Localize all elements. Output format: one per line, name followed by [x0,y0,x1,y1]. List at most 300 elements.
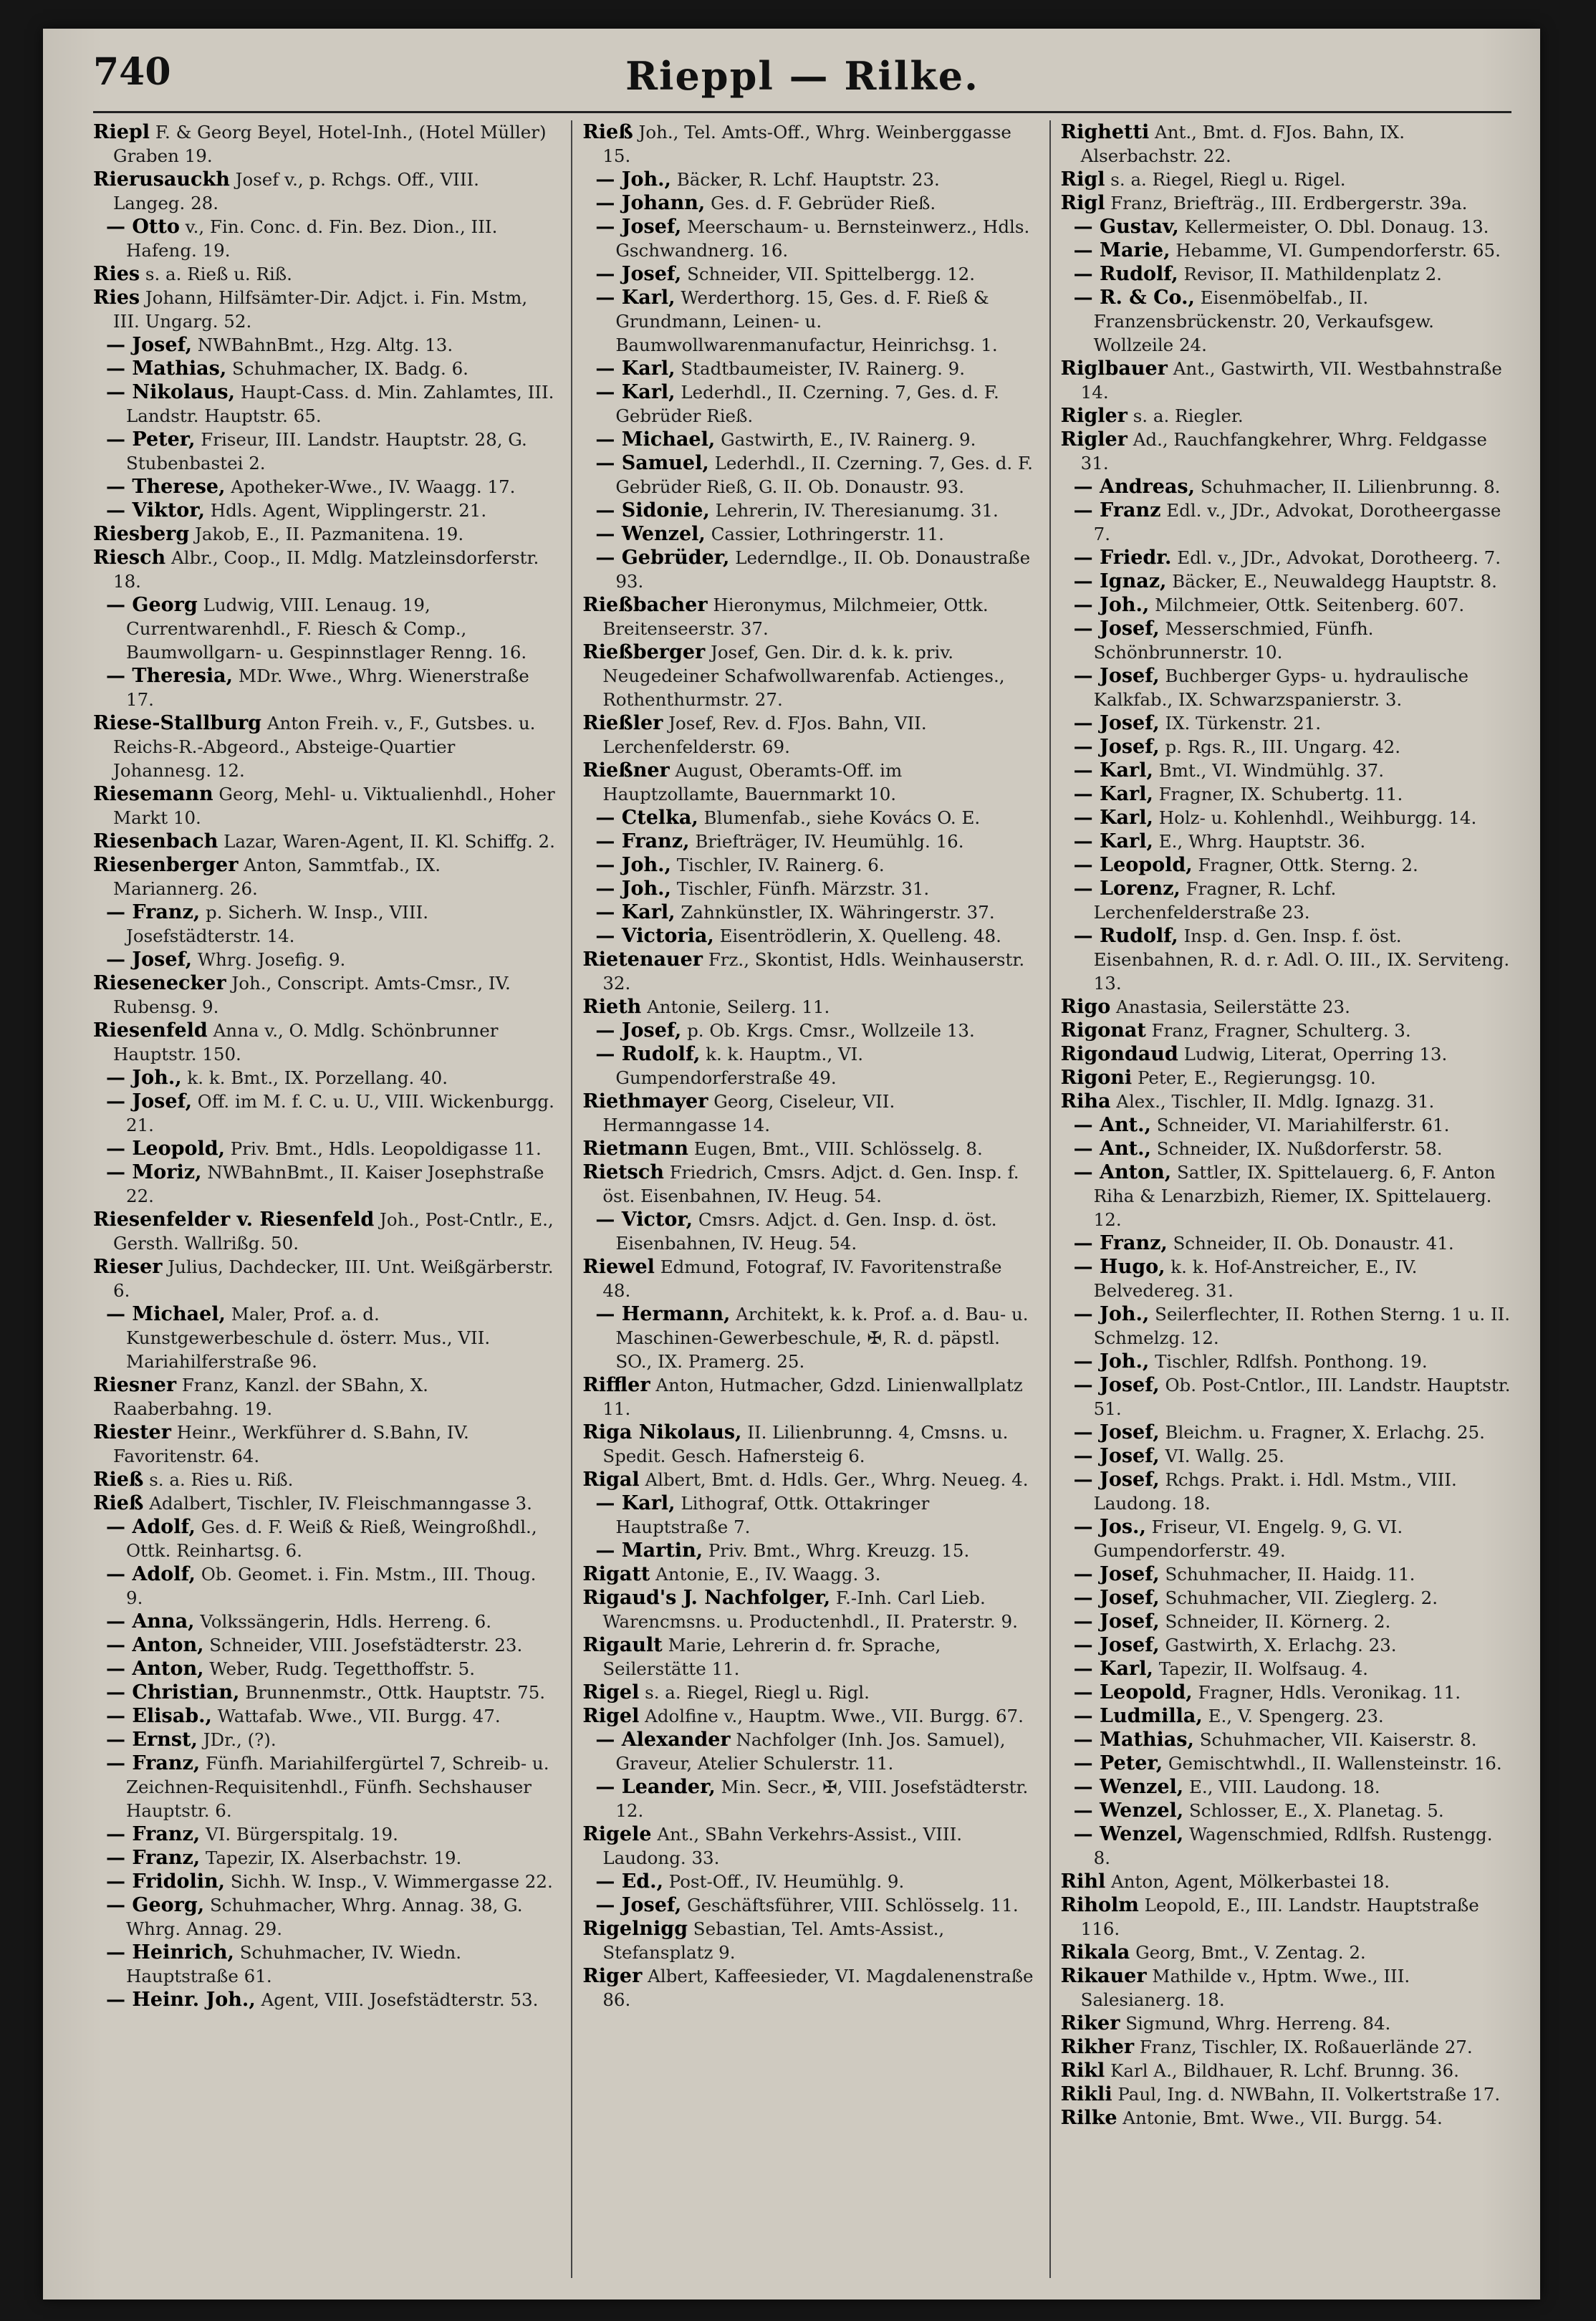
directory-entry [93,1515,555,1562]
entry-text: Messerschmied, Fünfh. Schönbrunnerstr. 10. [1093,618,1374,663]
directory-entry [582,1137,1033,1160]
directory-entry [582,215,1033,262]
directory-entry [582,1302,1033,1373]
entry-text: Schneider, II. Ob. Donaustr. 41. [1173,1233,1454,1254]
directory-entry [1061,1893,1511,1941]
entry-name: Rilke [1060,2107,1117,2129]
directory-entry [1061,2082,1511,2106]
entry-text: Fragner, R. Lchf. Lerchenfelderstraße 23. [1093,878,1337,923]
entry-name: — Victor, [595,1208,693,1231]
directory-entry [582,853,1033,877]
entry-name: — Ant., [1073,1114,1151,1136]
directory-entry [93,1610,555,1633]
entry-name: Rikala [1060,1941,1130,1964]
entry-text: Mathilde v., Hptm. Wwe., III. Salesianerg. 18. [1080,1966,1410,2010]
directory-entry [93,1562,555,1610]
entry-name: Riesenecker [93,972,226,994]
entry-name: Rieth [582,996,642,1018]
directory-entry [1061,570,1511,593]
directory-entry [1061,830,1511,853]
entry-text: Haupt-Cass. d. Min. Zahlamtes, III. Landstr. Hauptstr. 65. [126,382,554,426]
entry-text: Wattafab. Wwe., VII. Burgg. 47. [217,1706,501,1726]
directory-entry [1061,1941,1511,1964]
entry-text: Franz, Kanzl. der SBahn, X. Raaberbahng. 19. [113,1375,428,1419]
directory-entry [1061,1373,1511,1421]
entry-name: — Karl, [1073,830,1153,852]
entry-text: Cassier, Lothringerstr. 11. [711,524,944,544]
entry-name: — Karl, [1073,1658,1153,1680]
directory-entry [93,168,555,215]
entry-text: Ob. Geomet. i. Fin. Mstm., III. Thoug. 9. [126,1564,537,1608]
entry-name: — Sidonie, [595,499,710,522]
entry-text: Antonie, Bmt. Wwe., VII. Burgg. 54. [1123,2108,1443,2128]
running-head: Rieppl — Rilke. [625,53,979,99]
entry-text: Eugen, Bmt., VIII. Schlösselg. 8. [693,1138,983,1159]
entry-text: Ludwig, Literat, Operring 13. [1183,1044,1448,1065]
directory-entry [93,971,555,1019]
directory-entry [582,546,1033,593]
directory-entry [582,995,1033,1019]
entry-name: — Anton, [106,1634,204,1656]
entry-text: Revisor, II. Mathildenplatz 2. [1183,264,1442,284]
entry-text: Apotheker-Wwe., IV. Waagg. 17. [231,476,516,497]
entry-name: Riffler [582,1374,650,1396]
entry-name: — Moriz, [106,1161,202,1183]
entry-name: — Ctelka, [595,807,698,829]
directory-entry [1061,1019,1511,1042]
directory-entry [582,1539,1033,1562]
entry-text: Lehrerin, IV. Theresianumg. 31. [715,500,999,521]
directory-entry [1061,995,1511,1019]
entry-text: p. Sicherh. W. Insp., VIII. Josefstädterstr. 14. [126,902,428,946]
directory-entry [582,168,1033,191]
entry-text: Tischler, Fünfh. Märzstr. 31. [676,878,930,899]
directory-entry [93,593,555,664]
entry-name: — Otto [106,216,180,238]
entry-name: — Rudolf, [1073,263,1178,285]
entry-name: Rikauer [1060,1965,1147,1987]
entry-text: Albert, Bmt. d. Hdls. Ger., Whrg. Neueg. 4. [645,1469,1029,1490]
directory-entry [93,1988,555,2012]
directory-entry [93,1373,555,1421]
entry-text: Schuhmacher, IX. Badg. 6. [232,358,468,379]
entry-name: Riester [93,1421,171,1443]
directory-entry [582,428,1033,451]
entry-text: NWBahnBmt., Hzg. Altg. 13. [197,335,453,355]
column-1 [93,120,555,2278]
directory-entry [582,1681,1033,1704]
directory-entry [582,1586,1033,1633]
entry-name: — Adolf, [106,1516,196,1538]
entry-text: Sebastian, Tel. Amts-Assist., Stefansplatz 9. [602,1918,945,1963]
directory-entry [582,900,1033,924]
entry-text: Holz- u. Kohlenhdl., Weihburgg. 14. [1158,807,1477,828]
entry-name: — Anton, [1073,1161,1172,1183]
entry-name: — Ant., [1073,1138,1151,1160]
entry-name: — Victoria, [595,925,714,947]
directory-entry [582,806,1033,830]
entry-name: — Josef, [1073,1445,1160,1467]
directory-entry [93,1822,555,1846]
directory-entry [93,262,555,286]
entry-name: Riethmayer [582,1090,708,1113]
entry-text: Ludwig, VIII. Lenaug. 19, Currentwarenhdl., F. Riesch & Comp., Baumwollgarn- u. Gespinnstlager Renng. 16. [126,595,527,663]
entry-text: Schuhmacher, IV. Wiedn. Hauptstraße 61. [126,1942,462,1986]
entry-name: — Josef, [106,334,192,356]
entry-name: — Josef, [1073,618,1160,640]
entry-name: Rigele [582,1823,652,1845]
column-container [93,120,1511,2278]
entry-name: — Franz, [106,901,201,923]
entry-name: Rigonat [1060,1019,1146,1042]
directory-entry [582,1893,1033,1917]
directory-entry [582,1421,1033,1468]
entry-text: E., V. Spengerg. 23. [1208,1706,1384,1726]
entry-name: — Josef, [1073,665,1160,687]
entry-text: Maler, Prof. a. d. Kunstgewerbeschule d. österr. Mus., VII. Mariahilferstraße 96. [126,1304,491,1372]
entry-name: — Josef, [595,263,682,285]
directory-entry [93,1302,555,1373]
entry-text: Anton, Agent, Mölkerbastei 18. [1111,1871,1390,1892]
entry-text: Antonie, E., IV. Waagg. 3. [655,1564,881,1585]
entry-name: Rieß [582,121,633,143]
entry-text: Architekt, k. k. Prof. a. d. Bau- u. Maschinen-Gewerbeschule, ✠, R. d. päpstl. SO., IX. Pramerg. 25. [615,1304,1029,1372]
entry-name: Rieser [93,1256,163,1278]
entry-name: — Ed., [595,1870,663,1893]
directory-entry [1061,1160,1511,1231]
entry-name: — Gebrüder, [595,547,730,569]
entry-name: — Mathias, [1073,1729,1194,1751]
entry-text: Meerschaum- u. Bernsteinwerz., Hdls. Gschwandnerg. 16. [615,216,1030,261]
entry-text: Rchgs. Prakt. i. Hdl. Mstm., VIII. Laudong. 18. [1093,1469,1457,1514]
directory-entry [93,1681,555,1704]
entry-name: — Joh., [595,168,671,191]
page-header [93,43,1511,113]
entry-text: Friseur, III. Landstr. Hauptstr. 28, G. Stubenbastei 2. [126,429,527,474]
directory-entry [582,830,1033,853]
directory-entry [1061,1066,1511,1090]
directory-entry [93,853,555,900]
directory-entry [582,640,1033,711]
directory-entry [582,1491,1033,1539]
directory-entry [582,380,1033,428]
directory-entry [1061,2035,1511,2059]
entry-text: Eisenmöbelfab., II. Franzensbrückenstr. 20, Verkaufsgew. Wollzeile 24. [1093,287,1434,355]
entry-name: — Leopold, [1073,1681,1193,1703]
entry-text: Ant., Gastwirth, VII. Westbahnstraße 14. [1080,358,1502,403]
entry-text: Tischler, Rdlfsh. Ponthong. 19. [1155,1351,1428,1372]
entry-text: Tapezir, IX. Alserbachstr. 19. [205,1847,462,1868]
directory-entry [1061,1515,1511,1562]
entry-text: Bäcker, E., Neuwaldegg Hauptstr. 8. [1172,571,1497,592]
entry-name: — Rudolf, [595,1043,701,1065]
entry-name: Righetti [1060,121,1150,143]
entry-text: Anton Freih. v., F., Gutsbes. u. Reichs-R.-Abgeord., Absteige-Quartier Johannesg. 12. [113,713,536,781]
entry-name: — Johann, [595,192,706,214]
entry-text: v., Fin. Conc. d. Fin. Bez. Dion., III. Hafeng. 19. [126,216,498,261]
page-number: 740 [93,50,171,94]
entry-name: — R. & Co., [1073,287,1195,309]
entry-name: — Josef, [106,948,192,971]
entry-name: Riesch [93,547,166,569]
entry-name: Rießberger [582,641,706,663]
entry-name: — Josef, [106,1090,192,1113]
entry-text: Edmund, Fotograf, IV. Favoritenstraße 48. [602,1256,1002,1301]
entry-name: Rigl [1060,168,1105,191]
directory-entry [1061,1633,1511,1657]
entry-text: Ant., Bmt. d. FJos. Bahn, IX. Alserbachstr. 22. [1080,122,1405,166]
entry-text: Bleichm. u. Fragner, X. Erlachg. 25. [1165,1422,1485,1443]
directory-entry [582,522,1033,546]
directory-entry [1061,759,1511,782]
directory-entry [93,1160,555,1208]
directory-entry [1061,1042,1511,1066]
entry-text: Gemischtwhdl., II. Wallensteinstr. 16. [1168,1753,1502,1774]
entry-text: Karl A., Bildhauer, R. Lchf. Brunng. 36. [1110,2060,1459,2081]
entry-name: — Karl, [1073,807,1153,829]
entry-text: Adalbert, Tischler, IV. Fleischmanngasse 3. [149,1493,532,1514]
entry-text: Gastwirth, X. Erlachg. 23. [1165,1635,1397,1656]
entry-name: — Georg [106,594,198,616]
directory-entry [1061,120,1511,168]
directory-entry [1061,877,1511,924]
directory-entry [1061,2059,1511,2082]
entry-text: Josef v., p. Rchgs. Off., VIII. Langeg. 28. [113,169,479,213]
entry-name: Rigl [1060,192,1105,214]
entry-name: Riholm [1060,1894,1139,1916]
entry-text: Insp. d. Gen. Insp. f. öst. Eisenbahnen, R. d. r. Adl. O. III., IX. Serviteng. 13. [1093,926,1510,994]
entry-text: Paul, Ing. d. NWBahn, II. Volkertstraße 17. [1117,2084,1501,2105]
entry-text: Anna v., O. Mdlg. Schönbrunner Hauptstr. 150. [113,1020,499,1065]
directory-entry [1061,1657,1511,1681]
entry-name: Rikli [1060,2083,1112,2105]
entry-name: Riesemann [93,783,213,805]
directory-entry [1061,617,1511,664]
directory-entry [93,948,555,971]
directory-entry [1061,735,1511,759]
entry-text: Tapezir, II. Wolfsaug. 4. [1158,1658,1368,1679]
entry-name: — Joh., [1073,594,1150,616]
entry-text: Julius, Dachdecker, III. Unt. Weißgärberstr. 6. [113,1256,554,1301]
directory-entry [1061,168,1511,191]
entry-text: F. & Georg Beyel, Hotel-Inh., (Hotel Müller) Graben 19. [113,122,547,166]
directory-entry [93,1893,555,1941]
entry-name: — Ernst, [106,1729,198,1751]
entry-text: Leopold, E., III. Landstr. Hauptstraße 116. [1080,1895,1479,1939]
entry-name: — Michael, [106,1303,226,1325]
entry-name: Riker [1060,2012,1120,2034]
directory-entry [1061,1562,1511,1586]
directory-entry [1061,806,1511,830]
entry-text: Lithograf, Ottk. Ottakringer Hauptstraße 7. [615,1493,930,1537]
directory-entry [93,1255,555,1302]
directory-entry [93,286,555,333]
entry-text: k. k. Hauptm., VI. Gumpendorferstraße 49. [615,1044,864,1088]
entry-text: s. a. Ries u. Riß. [149,1469,294,1490]
directory-entry [582,1562,1033,1586]
entry-name: Ries [93,287,140,309]
directory-entry [1061,286,1511,357]
entry-text: Georg, Ciseleur, VII. Hermanngasse 14. [602,1091,895,1135]
entry-name: — Josef, [595,216,682,238]
entry-text: Lederndlge., II. Ob. Donaustraße 93. [615,547,1031,592]
entry-text: VI. Bürgerspitalg. 19. [205,1824,398,1845]
entry-text: Edl. v., JDr., Advokat, Dorotheerg. 7. [1177,547,1501,568]
entry-name: Riesenbach [93,830,218,852]
entry-name: — Fridolin, [106,1870,226,1893]
entry-name: — Martin, [595,1539,703,1562]
directory-entry [93,711,555,782]
entry-text: Joh., Tel. Amts-Off., Whrg. Weinberggasse 15. [602,122,1011,166]
entry-text: IX. Türkenstr. 21. [1165,713,1322,734]
directory-entry [93,1728,555,1751]
entry-text: Schneider, VIII. Josefstädterstr. 23. [209,1635,523,1656]
entry-text: Albert, Kaffeesieder, VI. Magdalenenstraße 86. [602,1966,1034,2010]
entry-name: — Adolf, [106,1563,196,1585]
entry-name: — Josef, [1073,1421,1160,1443]
entry-name: Rigoni [1060,1067,1133,1089]
entry-name: — Wenzel, [1073,1823,1184,1845]
entry-name: — Josef, [1073,1634,1160,1656]
entry-text: Nachfolger (Inh. Jos. Samuel), Graveur, Atelier Schulerstr. 11. [615,1729,1006,1774]
directory-entry [582,1870,1033,1893]
directory-entry [582,1042,1033,1090]
directory-entry [93,215,555,262]
entry-text: Heinr., Werkführer d. S.Bahn, IV. Favoritenstr. 64. [113,1422,469,1466]
directory-entry [93,664,555,711]
directory-entry [1061,1610,1511,1633]
entry-text: MDr. Wwe., Whrg. Wienerstraße 17. [126,665,529,710]
entry-text: Milchmeier, Ottk. Seitenberg. 607. [1155,595,1465,615]
entry-text: Franz, Tischler, IX. Roßauerlände 27. [1139,2037,1473,2057]
entry-text: Fragner, Ottk. Sterng. 2. [1198,855,1418,875]
entry-text: Antonie, Seilerg. 11. [647,996,830,1017]
entry-text: Tischler, IV. Rainerg. 6. [676,855,885,875]
entry-name: Rigler [1060,428,1128,451]
directory-entry [582,877,1033,900]
entry-name: — Marie, [1073,239,1170,261]
directory-entry [582,924,1033,948]
entry-text: VI. Wallg. 25. [1165,1446,1284,1466]
entry-name: Rigo [1060,996,1111,1018]
entry-name: Ries [93,263,140,285]
entry-text: Hebamme, VI. Gumpendorferstr. 65. [1176,240,1501,261]
entry-name: — Peter, [1073,1752,1163,1774]
entry-text: Joh., Conscript. Amts-Cmsr., IV. Rubensg. 9. [113,973,511,1017]
directory-entry [93,1208,555,1255]
entry-name: Rikl [1060,2060,1105,2082]
directory-entry [93,1066,555,1090]
directory-entry [93,1704,555,1728]
entry-text: Post-Off., IV. Heumühlg. 9. [668,1871,905,1892]
entry-text: August, Oberamts-Off. im Hauptzollamte, Bauernmarkt 10. [602,760,903,804]
entry-text: Alex., Tischler, II. Mdlg. Ignazg. 31. [1116,1091,1435,1112]
entry-name: — Josef, [1073,1374,1160,1396]
entry-text: Ges. d. F. Gebrüder Rieß. [711,193,936,213]
entry-name: Rigatt [582,1563,650,1585]
directory-entry [582,1917,1033,1964]
entry-text: Hdls. Agent, Wipplingerstr. 21. [210,500,487,521]
entry-text: Volkssängerin, Hdls. Herreng. 6. [200,1611,492,1632]
entry-name: — Heinrich, [106,1941,234,1964]
entry-name: — Friedr. [1073,547,1172,569]
entry-text: Off. im M. f. C. u. U., VIII. Wickenburgg. 21. [126,1091,554,1135]
directory-entry [93,475,555,499]
entry-name: — Mathias, [106,357,227,380]
entry-name: — Karl, [595,357,676,380]
directory-entry [1061,782,1511,806]
directory-entry [582,1775,1033,1822]
entry-name: Rigel [582,1705,640,1727]
entry-text: Blumenfab., siehe Kovács O. E. [703,807,981,828]
entry-name: — Michael, [595,428,716,451]
directory-entry [93,1019,555,1066]
directory-entry [582,1255,1033,1302]
entry-name: — Franz, [106,1823,201,1845]
directory-entry [93,1870,555,1893]
entry-name: — Josef, [1073,712,1160,734]
directory-entry [1061,357,1511,404]
entry-name: Rigondaud [1060,1043,1178,1065]
entry-text: Fünfh. Mariahilfergürtel 7, Schreib- u. Zeichnen-Requisitenhdl., Fünfh. Sechshauser Hauptstr. 6. [126,1753,549,1821]
directory-entry [582,1160,1033,1208]
entry-name: — Josef, [1073,1610,1160,1633]
directory-entry [93,830,555,853]
entry-text: Hieronymus, Milchmeier, Ottk. Breitenseerstr. 37. [602,595,989,639]
entry-name: — Rudolf, [1073,925,1178,947]
entry-text: Ant., SBahn Verkehrs-Assist., VIII. Laudong. 33. [602,1824,963,1868]
entry-name: — Gustav, [1073,216,1179,238]
entry-name: — Joh., [595,854,671,876]
entry-name: Rigault [582,1634,663,1656]
entry-text: Peter, E., Regierungsg. 10. [1137,1067,1376,1088]
entry-name: — Samuel, [595,452,709,474]
entry-text: Anastasia, Seilerstätte 23. [1116,996,1350,1017]
entry-name: — Nikolaus, [106,381,236,403]
entry-text: Sattler, IX. Spittelauerg. 6, F. Anton Riha & Lenarzbizh, Riemer, IX. Spittelauerg. 12. [1093,1162,1496,1230]
directory-entry [93,499,555,522]
entry-text: Friedrich, Cmsrs. Adjct. d. Gen. Insp. f. öst. Eisenbahnen, IV. Heug. 54. [602,1162,1019,1206]
directory-entry [1061,1822,1511,1870]
entry-text: Geschäftsführer, VIII. Schlösselg. 11. [687,1895,1019,1916]
entry-text: Schneider, VI. Mariahilferstr. 61. [1156,1115,1450,1135]
entry-text: NWBahnBmt., II. Kaiser Josephstraße 22. [126,1162,544,1206]
entry-text: Ob. Post-Cntlor., III. Landstr. Hauptstr. 51. [1093,1375,1511,1419]
directory-entry [1061,664,1511,711]
entry-name: — Karl, [1073,759,1153,782]
directory-entry [582,1728,1033,1775]
entry-text: Jakob, E., II. Pazmanitena. 19. [195,524,464,544]
directory-entry [582,711,1033,759]
directory-entry [582,1090,1033,1137]
directory-entry [582,357,1033,380]
entry-name: Rigler [1060,405,1128,427]
entry-name: Rietmann [582,1138,688,1160]
entry-text: Lederhdl., II. Czerning. 7, Ges. d. F. Gebrüder Rieß, G. II. Ob. Donaustr. 93. [615,453,1033,497]
entry-name: Rießler [582,712,663,734]
directory-entry [93,1751,555,1822]
entry-name: — Joh., [1073,1303,1150,1325]
entry-name: — Lorenz, [1073,878,1181,900]
entry-text: k. k. Hof-Anstreicher, E., IV. Belvedereg. 31. [1093,1256,1418,1301]
directory-entry [1061,1870,1511,1893]
entry-text: Fragner, IX. Schubertg. 11. [1158,784,1403,804]
entry-text: Marie, Lehrerin d. fr. Sprache, Seilerstätte 11. [602,1635,941,1679]
directory-entry [1061,2106,1511,2130]
entry-name: — Viktor, [106,499,205,522]
directory-entry [93,1421,555,1468]
entry-name: — Franz, [595,830,690,852]
